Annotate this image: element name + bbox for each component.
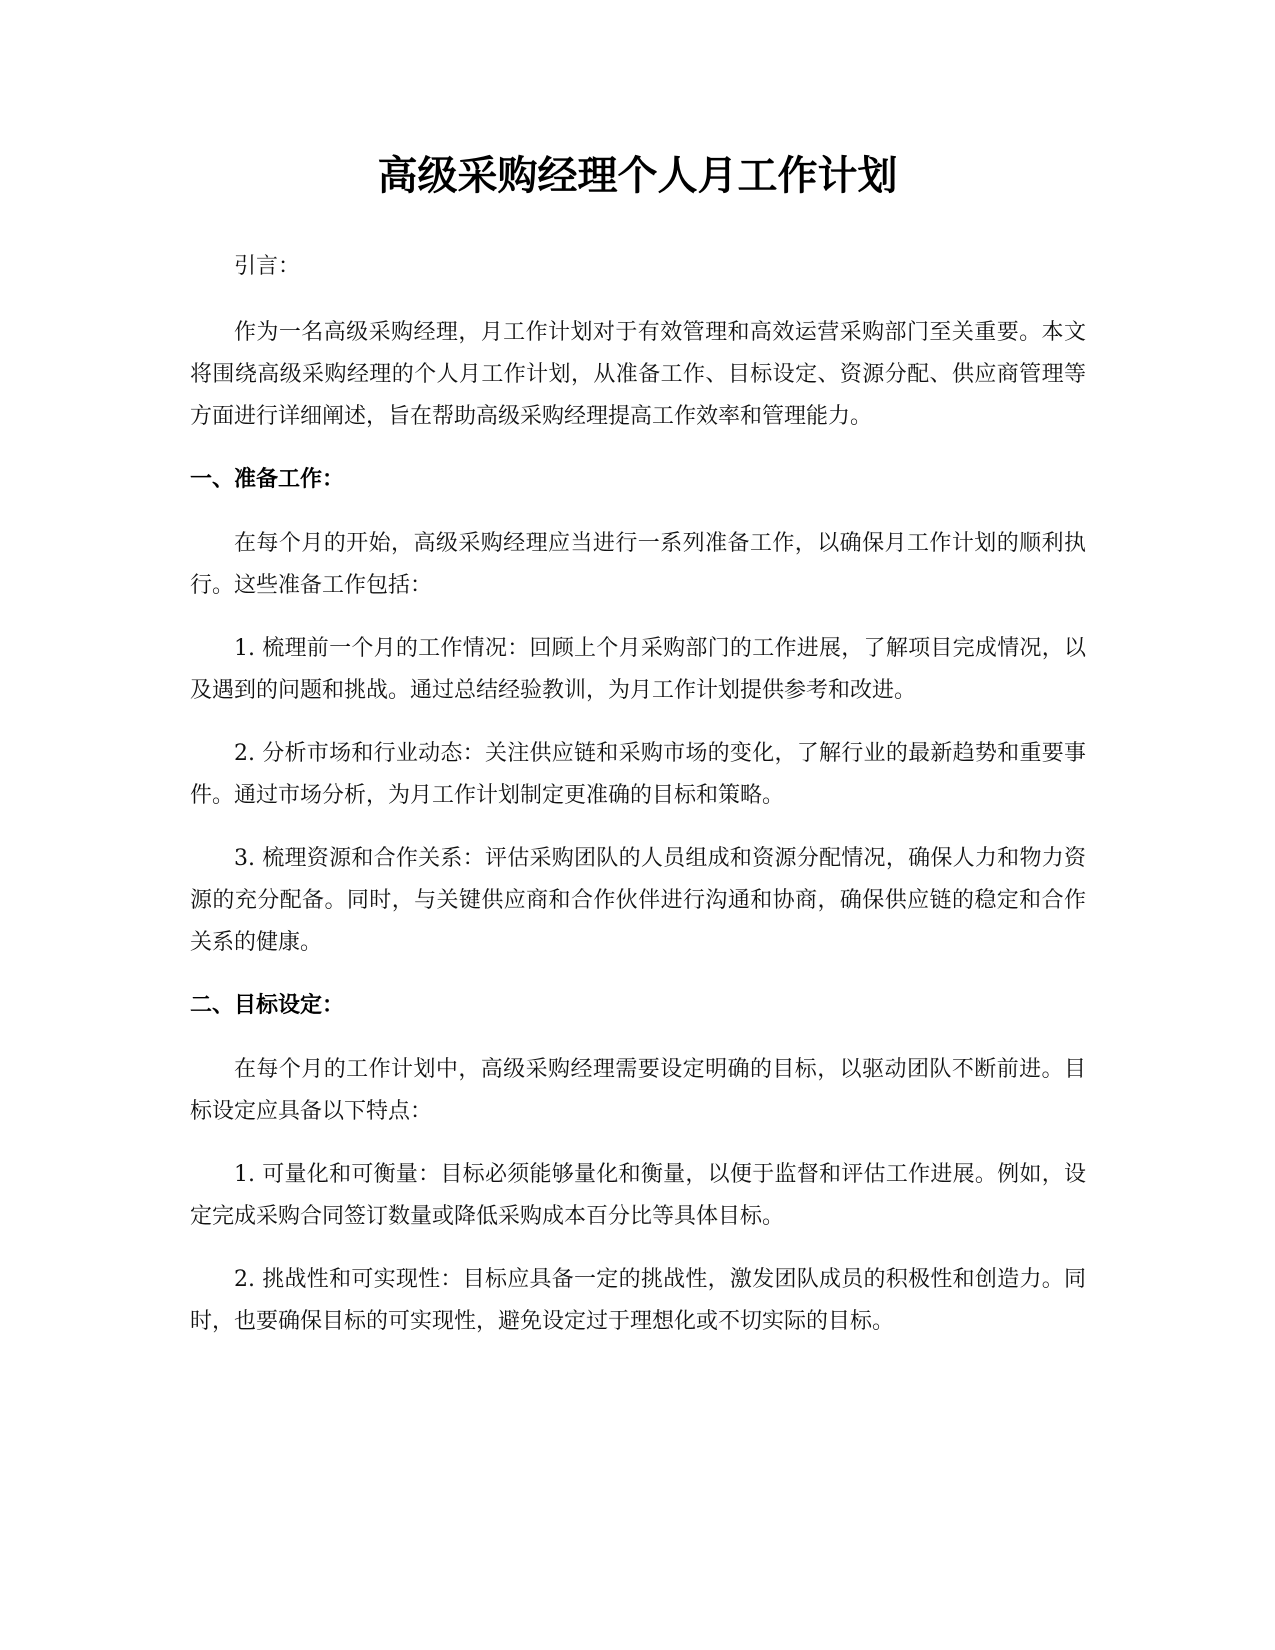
section-heading-preparation: 一、准备工作：	[190, 467, 345, 492]
intro-paragraph: 作为一名高级采购经理，月工作计划对于有效管理和高效运营采购部门至关重要。本文将围绕高级采购经理的个人月工作计划，从准备工作、目标设定、资源分配、供应商管理等方面进行详细阐述，旨在帮助高级采购经理提高工作效率和管理能力。	[190, 320, 1086, 429]
intro-label: 引言：	[234, 254, 301, 279]
section2-item-2: 2. 挑战性和可实现性：目标应具备一定的挑战性，激发团队成员的积极性和创造力。同时，也要确保目标的可实现性，避免设定过于理想化或不切实际的目标。	[190, 1267, 1086, 1334]
document-title: 高级采购经理个人月工作计划	[377, 153, 898, 199]
section2-item-1: 1. 可量化和可衡量：目标必须能够量化和衡量，以便于监督和评估工作进展。例如，设定完成采购合同签订数量或降低采购成本百分比等具体目标。	[190, 1162, 1086, 1229]
section1-item-2: 2. 分析市场和行业动态：关注供应链和采购市场的变化，了解行业的最新趋势和重要事件。通过市场分析，为月工作计划制定更准确的目标和策略。	[190, 741, 1086, 808]
section1-item-1: 1. 梳理前一个月的工作情况：回顾上个月采购部门的工作进展，了解项目完成情况，以及遇到的问题和挑战。通过总结经验教训，为月工作计划提供参考和改进。	[190, 636, 1086, 703]
document-body	[190, 246, 1086, 1364]
section1-lead-paragraph: 在每个月的开始，高级采购经理应当进行一系列准备工作，以确保月工作计划的顺利执行。这些准备工作包括：	[190, 531, 1086, 598]
section2-lead-paragraph: 在每个月的工作计划中，高级采购经理需要设定明确的目标，以驱动团队不断前进。目标设定应具备以下特点：	[190, 1057, 1086, 1124]
section-heading-goal-setting: 二、目标设定：	[190, 993, 345, 1018]
section1-item-3: 3. 梳理资源和合作关系：评估采购团队的人员组成和资源分配情况，确保人力和物力资源的充分配备。同时，与关键供应商和合作伙伴进行沟通和协商，确保供应链的稳定和合作关系的健康。	[190, 846, 1086, 955]
